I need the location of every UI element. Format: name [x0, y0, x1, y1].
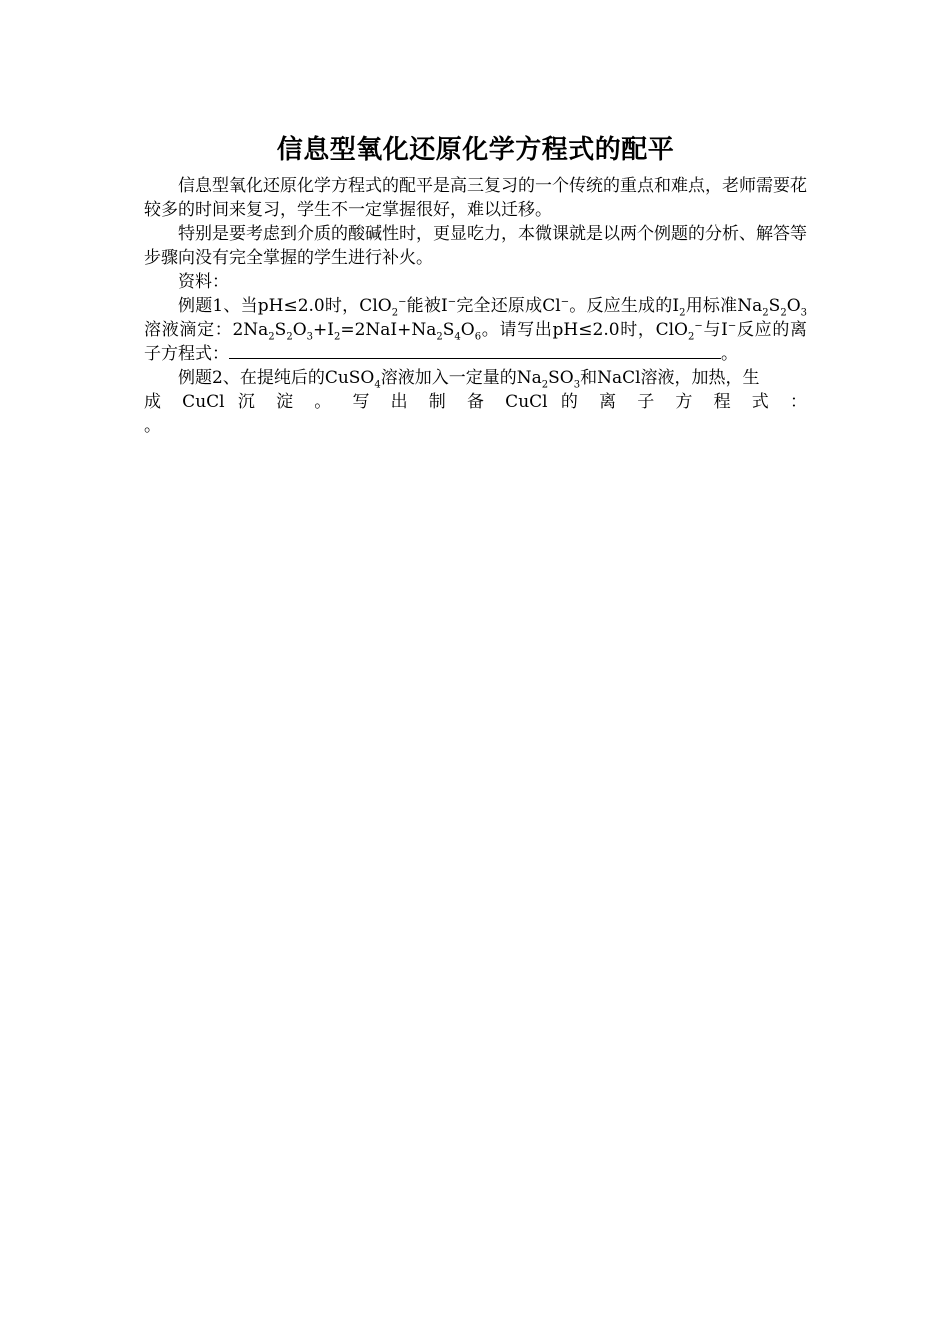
document-page	[144, 130, 807, 438]
intro-paragraph-2: 特别是要考虑到介质的酸碱性时，更显吃力，本微课就是以两个例题的分析、解答等步骤向没有完全掌握的学生进行补火。	[144, 224, 807, 268]
document-title: 信息型氧化还原化学方程式的配平	[276, 135, 675, 165]
materials-label: 资料：	[178, 272, 229, 292]
example-2-line-3: 。	[144, 416, 161, 436]
example-2-line-2: 成 CuCl 沉 淀 。 写 出 制 备 CuCl 的 离 子 方 程 式 ：	[144, 392, 807, 412]
intro-paragraph-1: 信息型氧化还原化学方程式的配平是高三复习的一个传统的重点和难点，老师需要花较多的时间来复习，学生不一定掌握很好，难以迁移。	[144, 176, 807, 220]
example-1-paragraph: 例题1、当pH≤2.0时，ClO$_2$−能被I−完全还原成Cl−。反应生成的$I_2$用标准$Na_2S_2O_3$溶液滴定：$2Na_2S_2O_3+I_2=2NaI+Na_2S_4O_6$。请写出pH≤2.0时，ClO$_2$−与I−反应的离子方程式： 。	[144, 296, 808, 364]
answer-blank-1[interactable]	[229, 344, 721, 359]
example-2-paragraph: 例题2、在提纯后的CuSO$_4$溶液加入一定量的$Na_2SO_3$和NaCl溶液，加热，生	[178, 368, 760, 391]
